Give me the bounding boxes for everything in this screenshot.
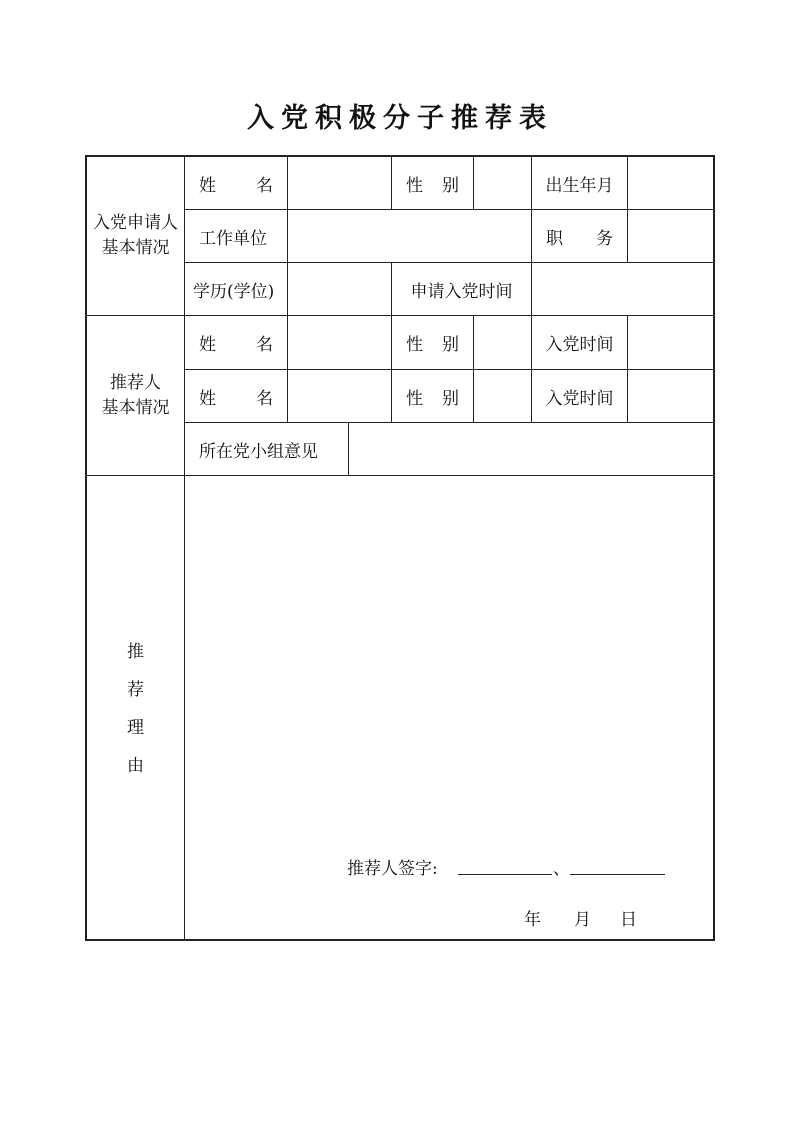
applicant-position-char-2: 务 xyxy=(596,228,613,249)
recommendation-form-table xyxy=(85,155,715,941)
reason-label-char: 由 xyxy=(127,755,144,776)
applicant-position-char-1: 职 xyxy=(546,228,563,249)
recommender1-name-label xyxy=(185,316,287,369)
recommender2-gender-char-1: 性 xyxy=(406,388,423,409)
recommender1-gender-char-2: 别 xyxy=(442,335,459,355)
recommender1-name-char-1: 姓 xyxy=(199,335,216,355)
group-opinion-label: 所在党小组意见 xyxy=(199,441,318,462)
recommender1-join-time-field[interactable] xyxy=(628,316,715,369)
applicant-education-field[interactable] xyxy=(288,263,391,315)
reason-label-char: 推 xyxy=(127,641,144,662)
applicant-gender-field[interactable] xyxy=(474,157,531,209)
recommender2-gender-char-2: 别 xyxy=(442,388,459,409)
signature-line-2[interactable] xyxy=(570,874,665,875)
group-opinion-field[interactable] xyxy=(349,423,715,475)
recommender2-name-char-1: 姓 xyxy=(199,388,216,409)
applicant-name-label xyxy=(185,157,287,209)
applicant-gender-char-2: 别 xyxy=(442,175,459,196)
recommender2-join-time-field[interactable] xyxy=(628,370,715,422)
applicant-apply-time-field[interactable] xyxy=(532,263,715,315)
applicant-name-field[interactable] xyxy=(288,157,391,209)
form-title: 入党积极分子推荐表 xyxy=(247,103,553,134)
applicant-label-line1: 入党申请人 xyxy=(93,213,178,233)
recommender2-gender-label xyxy=(392,370,473,422)
recommendation-reason-field[interactable] xyxy=(185,476,715,836)
applicant-name-char-2: 名 xyxy=(256,175,273,196)
applicant-section-label xyxy=(87,157,184,315)
recommender2-join-time-label: 入党时间 xyxy=(545,388,614,409)
recommender1-gender-field[interactable] xyxy=(474,316,531,369)
reason-label-char: 理 xyxy=(127,717,144,738)
signature-separator: 、 xyxy=(553,859,570,879)
applicant-birth-field[interactable] xyxy=(628,157,715,209)
applicant-gender-char-1: 性 xyxy=(406,175,423,196)
recommender-label-line2: 基本情况 xyxy=(101,397,170,418)
date-year-label: 年 xyxy=(524,910,541,930)
recommender2-name-label xyxy=(185,370,287,422)
recommender1-name-field[interactable] xyxy=(288,316,391,369)
recommender1-name-char-2: 名 xyxy=(256,335,273,355)
recommender1-gender-char-1: 性 xyxy=(406,335,423,355)
signature-label: 推荐人签字: xyxy=(347,859,438,879)
recommender-label-line1: 推荐人 xyxy=(110,372,161,393)
recommender2-name-char-2: 名 xyxy=(256,388,273,409)
applicant-name-char-1: 姓 xyxy=(199,175,216,196)
applicant-workplace-field[interactable] xyxy=(288,210,531,262)
applicant-position-field[interactable] xyxy=(628,210,715,262)
recommender-section-label xyxy=(87,316,184,475)
applicant-workplace-label: 工作单位 xyxy=(199,228,267,249)
recommender1-gender-label xyxy=(392,316,473,369)
recommender2-name-field[interactable] xyxy=(288,370,391,422)
applicant-education-label: 学历(学位) xyxy=(193,281,275,302)
reason-section-label xyxy=(87,476,184,941)
recommender1-join-time-label: 入党时间 xyxy=(545,335,614,355)
date-day-label: 日 xyxy=(620,910,637,930)
applicant-label-line2: 基本情况 xyxy=(101,238,170,258)
reason-label-char: 荐 xyxy=(127,679,144,700)
date-month-label: 月 xyxy=(574,910,591,930)
recommender2-gender-field[interactable] xyxy=(474,370,531,422)
signature-line-1[interactable] xyxy=(458,874,552,875)
applicant-apply-time-label: 申请入党时间 xyxy=(410,281,513,302)
applicant-gender-label xyxy=(392,157,473,209)
applicant-position-label xyxy=(532,210,627,262)
applicant-birth-label: 出生年月 xyxy=(545,175,614,196)
